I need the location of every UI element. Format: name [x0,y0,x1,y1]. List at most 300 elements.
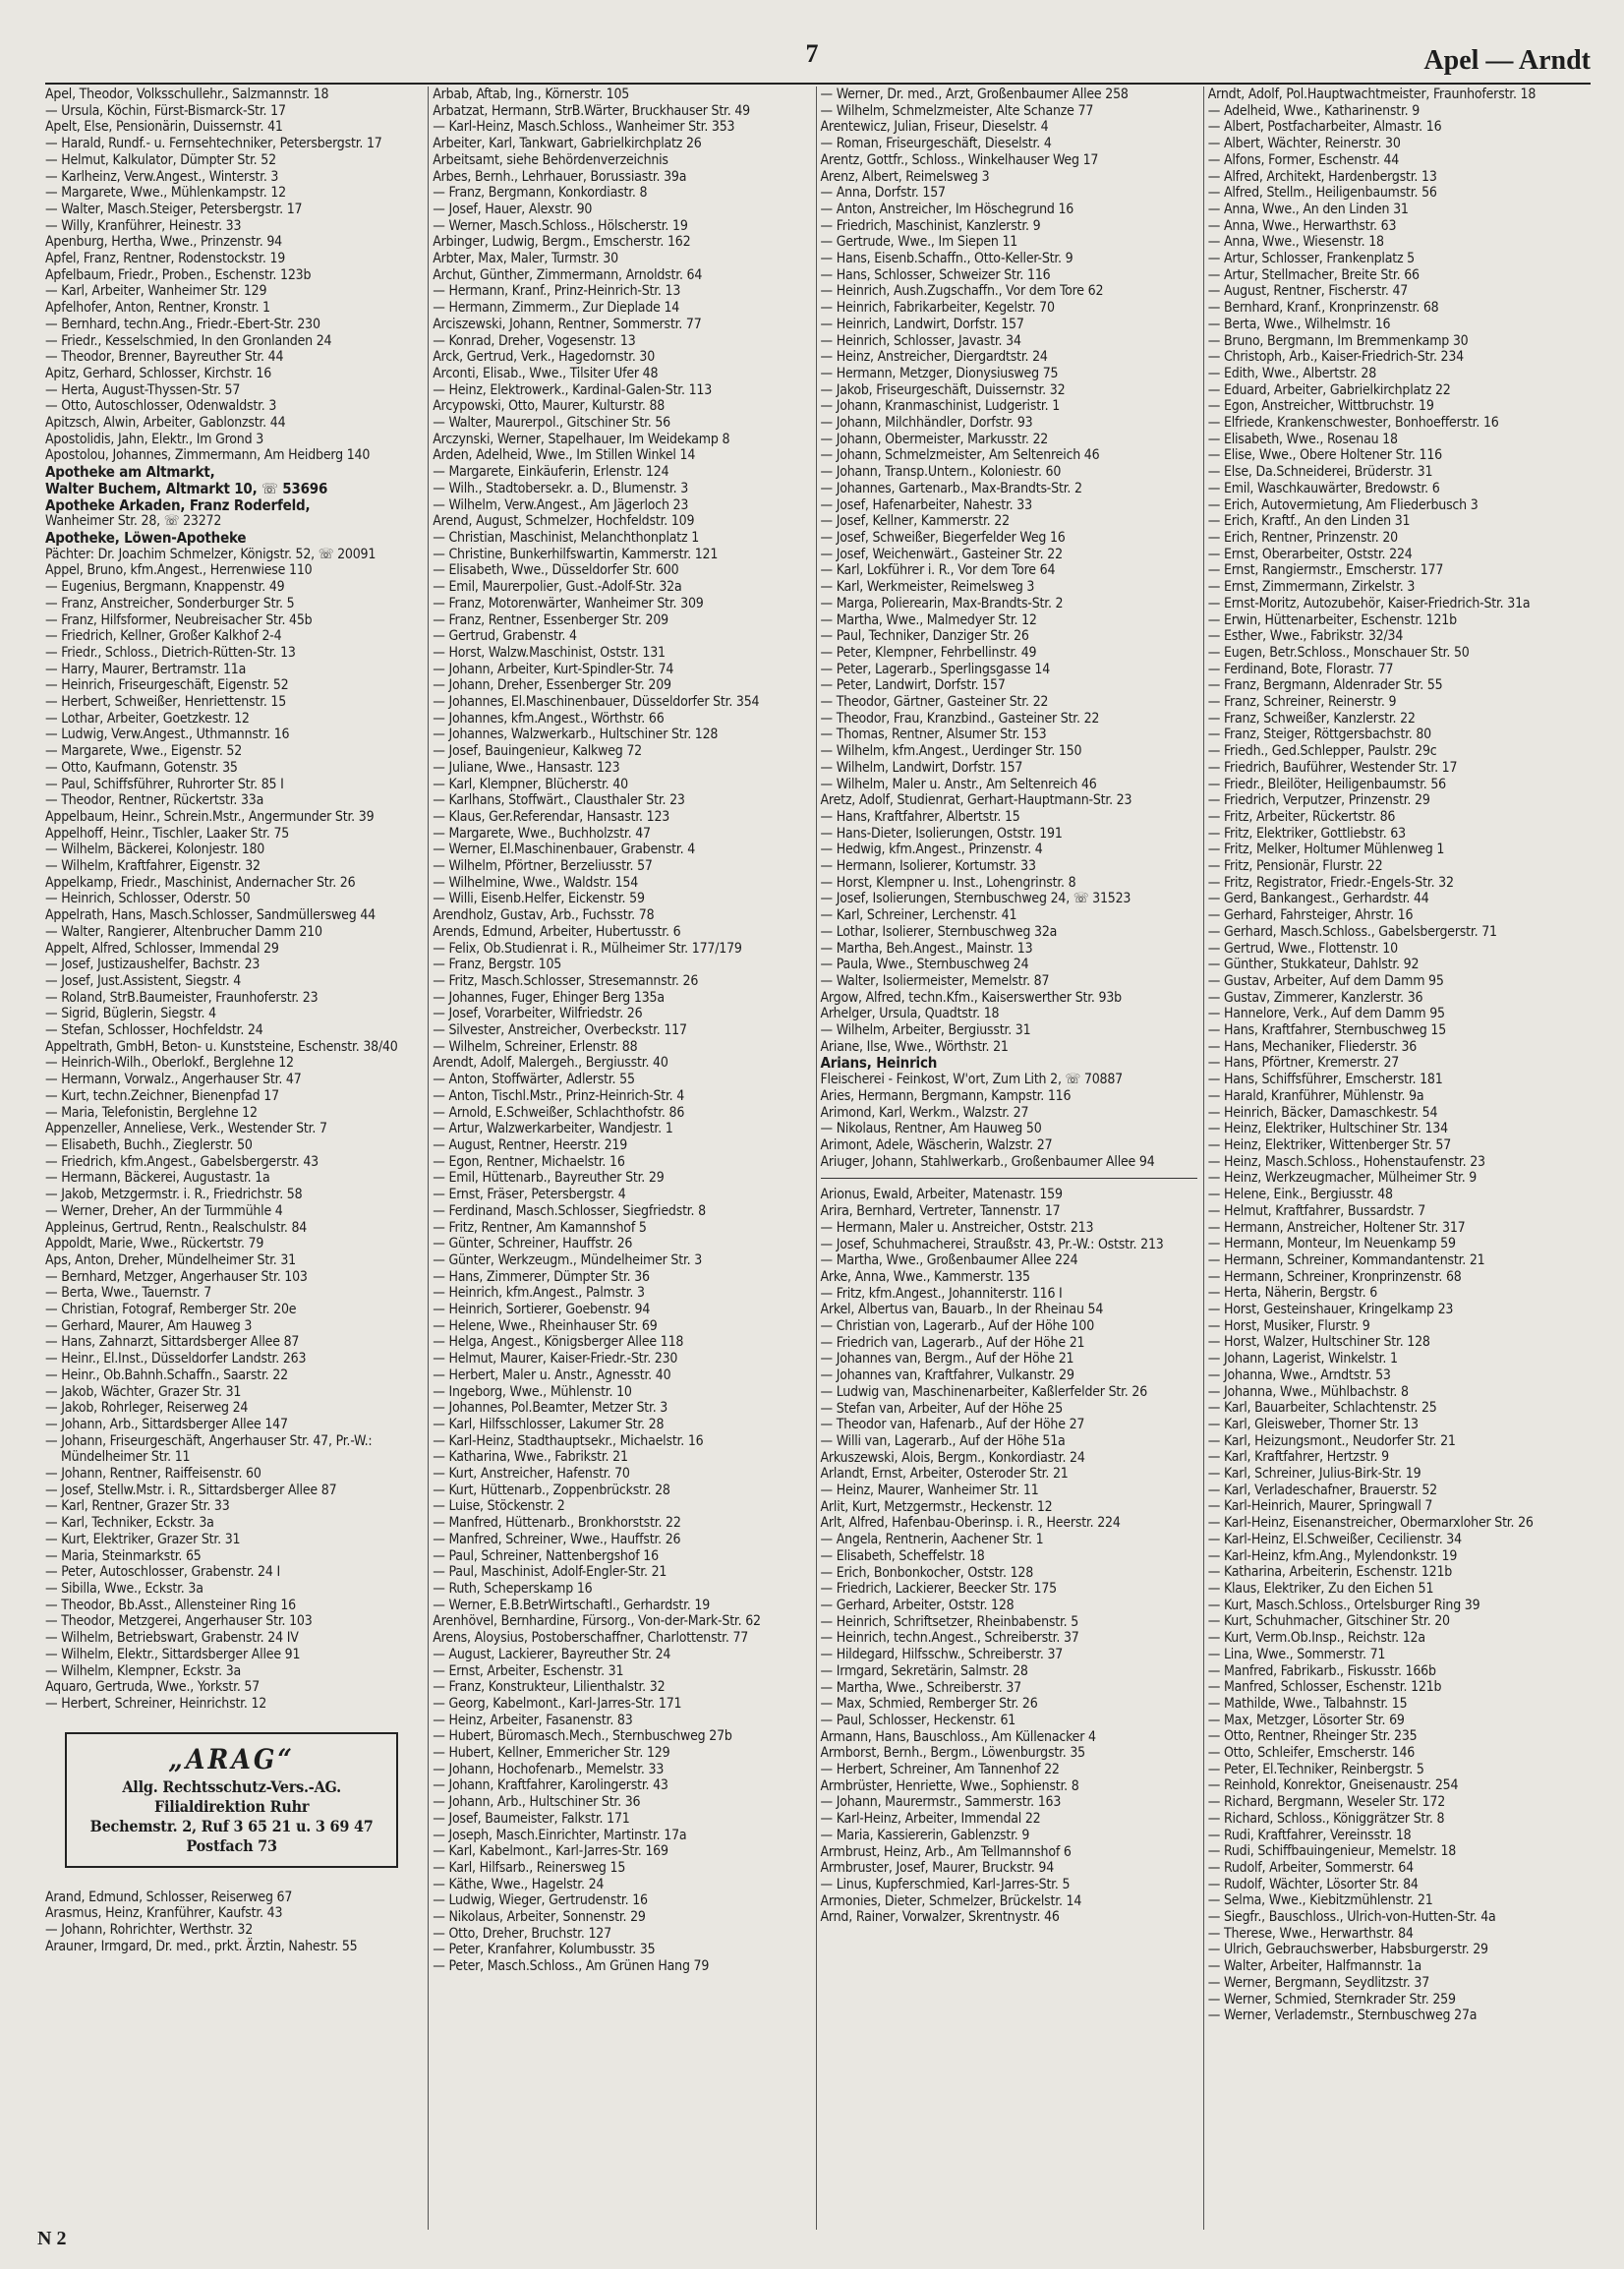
list-item: Armbrust, Heinz, Arb., Am Tellmannshof 6 [820,1843,1072,1860]
list-item: — Franz, Rentner, Essenberger Str. 209 [433,611,668,628]
running-head: Apel — Arndt [1423,45,1591,76]
pharmacy-heading: Walter Buchem, Altmarkt 10, ☏ 53696 [45,479,328,497]
list-item: — Margarete, Einkäuferin, Erlenstr. 124 [433,464,669,481]
list-item: — Rudolf, Arbeiter, Sommerstr. 64 [1207,1859,1414,1876]
list-item: — Friedr., Bleilöter, Heiligenbaumstr. 56 [1207,776,1446,792]
list-item: — Karl, Arbeiter, Wanheimer Str. 129 [45,283,267,300]
list-item: Arionus, Ewald, Arbeiter, Matenastr. 159 [820,1187,1063,1203]
list-item: — Christoph, Arb., Kaiser-Friedrich-Str. 234 [1207,349,1464,366]
list-item: — Berta, Wwe., Wilhelmstr. 16 [1207,316,1391,332]
list-item: — Elfriede, Krankenschwester, Bonhoefferstr. 16 [1207,415,1499,432]
list-item: — Wilhelm, Arbeiter, Bergiusstr. 31 [820,1022,1031,1039]
list-item: — Friedrich, Bauführer, Westender Str. 17 [1207,759,1458,776]
list-item: — Johannes van, Kraftfahrer, Vulkanstr. 29 [820,1367,1074,1384]
list-item: — Karl, Verladeschafner, Brauerstr. 52 [1207,1482,1437,1498]
list-item: — Ruth, Scheperskamp 16 [433,1580,593,1597]
list-item: Appleinus, Gertrud, Rentn., Realschulstr. 84 [45,1219,308,1236]
list-item: — Walter, Rangierer, Altenbrucher Damm 210 [45,923,322,940]
list-item: Apitz, Gerhard, Schlosser, Kirchstr. 16 [45,365,272,381]
list-item: Arbinger, Ludwig, Bergm., Emscherstr. 162 [433,234,691,251]
list-item: — Peter, Kranfahrer, Kolumbusstr. 35 [433,1942,656,1958]
list-item: Pächter: Dr. Joachim Schmelzer, Königstr. 52, ☏ 20091 [45,546,377,562]
pharmacy-heading: Apotheke, Löwen-Apotheke [45,528,247,547]
list-item: — Otto, Schleifer, Emscherstr. 146 [1207,1745,1416,1762]
list-item: — Paul, Maschinist, Adolf-Engler-Str. 21 [433,1564,667,1581]
list-item: Appelhoff, Heinr., Tischler, Laaker Str. 75 [45,825,290,842]
list-item: Appeltrath, GmbH, Beton- u. Kunststeine, Eschenstr. 38/40 [45,1038,398,1055]
list-item: — Erich, Autovermietung, Am Fliederbusch 3 [1207,496,1479,513]
list-item: — Eugenius, Bergmann, Knappenstr. 49 [45,579,285,596]
list-item: — Gerd, Bankangest., Gerhardstr. 44 [1207,891,1429,907]
list-item: — Otto, Rentner, Rheinger Str. 235 [1207,1728,1418,1745]
list-item: — Heinrich-Wilh., Oberlokf., Berglehne 12 [45,1055,294,1072]
list-item: — Martha, Wwe., Schreiberstr. 37 [820,1679,1021,1696]
list-item: — Paula, Wwe., Sternbuschweg 24 [820,957,1029,973]
list-item: — Theodor, Bb.Asst., Allensteiner Ring 16 [45,1597,296,1613]
list-item: — Johann, Kranmaschinist, Ludgeristr. 1 [820,398,1061,415]
list-item: — Johann, Arbeiter, Kurt-Spindler-Str. 74 [433,661,674,677]
list-item: — Theodor, Gärtner, Gasteiner Str. 22 [820,694,1049,711]
list-item: — Anna, Wwe., Wiesenstr. 18 [1207,234,1384,251]
list-item: — Franz, Anstreicher, Sonderburger Str. 5 [45,595,295,611]
list-item: — Fritz, Pensionär, Flurstr. 22 [1207,858,1383,875]
list-item: — Karl, Werkmeister, Reimelsweg 3 [820,579,1035,596]
list-item: Armonies, Dieter, Schmelzer, Brückelstr. 14 [820,1892,1082,1909]
list-item: — Heinrich, Aush.Zugschaffn., Vor dem Tore 62 [820,283,1104,300]
list-item: Arentz, Gottfr., Schloss., Winkelhauser Weg 17 [820,151,1099,168]
list-item: — Gerhard, Fahrsteiger, Ahrstr. 16 [1207,907,1414,924]
list-item: — Willy, Kranführer, Heinestr. 33 [45,217,242,234]
list-item: — Rudi, Schiffbauingenieur, Memelstr. 18 [1207,1843,1457,1860]
list-item: — Werner, Bergmann, Seydlitzstr. 37 [1207,1974,1430,1991]
list-item: — Artur, Stellmacher, Breite Str. 66 [1207,266,1420,283]
list-item: — Margarete, Wwe., Mühlenkampstr. 12 [45,185,286,202]
list-item: Apitzsch, Alwin, Arbeiter, Gablonzstr. 44 [45,415,286,432]
list-item: — Theodor, Metzgerei, Angerhauser Str. 103 [45,1613,313,1630]
list-item: — Erwin, Hüttenarbeiter, Eschenstr. 121b [1207,611,1457,628]
list-item: Arciszewski, Johann, Rentner, Sommerstr. 77 [433,316,702,332]
list-item: — Hans, Kraftfahrer, Sternbuschweg 15 [1207,1022,1447,1039]
list-item: — Ernst, Rangiermstr., Emscherstr. 177 [1207,562,1444,579]
list-item: — Kurt, Masch.Schloss., Ortelsburger Ring 39 [1207,1597,1480,1613]
list-item: Arends, Edmund, Arbeiter, Hubertusstr. 6 [433,923,681,940]
list-item: — Peter, Lagerarb., Sperlingsgasse 14 [820,661,1051,677]
list-item: — Marga, Polierearin, Max-Brandts-Str. 2 [820,595,1064,611]
list-item: — Lothar, Isolierer, Sternbuschweg 32a [820,923,1058,940]
list-item: — Werner, E.B.BetrWirtschaftl., Gerhardstr. 19 [433,1597,711,1613]
list-item: — Anna, Wwe., An den Linden 31 [1207,201,1409,217]
list-item: — Erich, Rentner, Prinzenstr. 20 [1207,529,1398,546]
list-item: — Bernhard, Kranf., Kronprinzenstr. 68 [1207,300,1439,317]
list-item: — Peter, El.Techniker, Reinbergstr. 5 [1207,1761,1424,1777]
list-item: — Heinrich, kfm.Angest., Palmstr. 3 [433,1285,645,1302]
list-item: — Günter, Schreiner, Hauffstr. 26 [433,1236,633,1252]
list-item: — Bernhard, techn.Ang., Friedr.-Ebert-Str. 230 [45,316,320,332]
list-item: — Egon, Anstreicher, Wittbruchstr. 19 [1207,398,1434,415]
list-item: — Hermann, Metzger, Dionysiusweg 75 [820,365,1059,381]
list-item: — Elisabeth, Scheffelstr. 18 [820,1547,985,1564]
list-item: Aquaro, Gertruda, Wwe., Yorkstr. 57 [45,1679,261,1696]
list-item: — Franz, Bergmann, Konkordiastr. 8 [433,185,648,202]
list-item: — Karlheinz, Verw.Angest., Winterstr. 3 [45,168,279,185]
list-item: — Georg, Kabelmont., Karl-Jarres-Str. 171 [433,1695,682,1712]
list-item: — Friedrich, Verputzer, Prinzenstr. 29 [1207,792,1430,809]
list-item: Appel, Bruno, kfm.Angest., Herrenwiese 110 [45,562,313,579]
header-rule [45,83,1591,85]
list-item: — Franz, Bergmann, Aldenrader Str. 55 [1207,677,1443,694]
list-item: — Hermann, Monteur, Im Neuenkamp 59 [1207,1236,1456,1252]
list-item: Appelrath, Hans, Masch.Schlosser, Sandmüllersweg 44 [45,907,376,924]
list-item: — Sigrid, Büglerin, Siegstr. 4 [45,1006,216,1022]
list-item: — Herbert, Schreiner, Am Tannenhof 22 [820,1762,1060,1778]
list-item: — Josef, Kellner, Kammerstr. 22 [820,513,1010,530]
list-item: Ariuger, Johann, Stahlwerkarb., Großenbaumer Allee 94 [820,1153,1155,1170]
list-item: — Edith, Wwe., Albertstr. 28 [1207,365,1377,381]
list-item: — Adelheid, Wwe., Katharinenstr. 9 [1207,102,1421,119]
list-item: — August, Rentner, Fischerstr. 47 [1207,283,1409,300]
list-item: — Johannes van, Bergm., Auf der Höhe 21 [820,1351,1074,1367]
list-item: — Maria, Kassiererin, Gablenzstr. 9 [820,1827,1030,1843]
list-item: Appenzeller, Anneliese, Verk., Westender Str. 7 [45,1121,327,1137]
list-item: — Helmut, Maurer, Kaiser-Friedr.-Str. 230 [433,1351,678,1367]
list-item: Arnd, Rainer, Vorwalzer, Skrentnystr. 46 [820,1909,1060,1926]
list-item: — Josef, Vorarbeiter, Wilfriedstr. 26 [433,1006,643,1022]
list-item: — Albert, Wächter, Reinerstr. 30 [1207,136,1401,152]
list-item: — Else, Da.Schneiderei, Brüderstr. 31 [1207,464,1433,481]
list-item: — Selma, Wwe., Kiebitzmühlenstr. 21 [1207,1892,1433,1909]
list-item: Arentewicz, Julian, Friseur, Dieselstr. 4 [820,119,1049,136]
list-item: — Fritz, Arbeiter, Rückertstr. 86 [1207,808,1396,825]
list-item: — Therese, Wwe., Herwarthstr. 84 [1207,1925,1414,1942]
list-item: — Ludwig, Verw.Angest., Uthmannstr. 16 [45,727,290,743]
list-item: — Josef, Stellw.Mstr. i. R., Sittardsberger Allee 87 [45,1482,337,1498]
list-item: — Ferdinand, Masch.Schlosser, Siegfriedstr. 8 [433,1202,706,1219]
list-item: — Irmgard, Sekretärin, Salmstr. 28 [820,1662,1028,1679]
list-item: — Karl, Techniker, Eckstr. 3a [45,1515,214,1532]
list-item: — Ernst, Zimmermann, Zirkelstr. 3 [1207,579,1416,596]
list-item: — Jakob, Rohrleger, Reiserweg 24 [45,1400,249,1417]
list-item: Arbab, Aftab, Ing., Körnerstr. 105 [433,87,630,102]
list-item: — Franz, Motorenwärter, Wanheimer Str. 309 [433,595,704,611]
list-item: — Heinz, Anstreicher, Diergardtstr. 24 [820,349,1048,366]
list-item: — Lothar, Arbeiter, Goetzkestr. 12 [45,710,250,727]
list-item: — Jakob, Wächter, Grazer Str. 31 [45,1383,242,1400]
list-item: — Werner, Dr. med., Arzt, Großenbaumer Allee 258 [820,87,1129,102]
list-item: — Christian von, Lagerarb., Auf der Höhe 100 [820,1318,1095,1335]
list-item: — Heinrich, Schlosser, Javastr. 34 [820,332,1021,349]
list-item: Apostolou, Johannes, Zimmermann, Am Heidberg 140 [45,447,371,464]
list-item: — Hermann, Bäckerei, Augustastr. 1a [45,1170,270,1187]
list-item: — Wilhelm, Elektr., Sittardsberger Allee 91 [45,1646,301,1662]
list-item: — Johann, Friseurgeschäft, Angerhauser Str. 47, Pr.-W.: Mündelheimer Str. 11 [45,1432,373,1466]
list-item: — Otto, Kaufmann, Gotenstr. 35 [45,759,238,776]
list-item: — Joseph, Masch.Einrichter, Martinstr. 17a [433,1827,687,1843]
list-item: Wanheimer Str. 28, ☏ 23272 [45,513,222,530]
section-divider [821,1178,1197,1179]
list-item: — Günter, Werkzeugm., Mündelheimer Str. 3 [433,1251,703,1268]
list-item: Apfelbaum, Friedr., Proben., Eschenstr. 123b [45,266,312,283]
list-item: — Josef, Hauer, Alexstr. 90 [433,201,593,217]
list-item: — Karl, Heizungsmont., Neudorfer Str. 21 [1207,1432,1456,1449]
list-item: — Rudolf, Wächter, Lösorter Str. 84 [1207,1876,1419,1892]
list-item: — Hans-Dieter, Isolierungen, Oststr. 191 [820,825,1063,842]
list-item: — Maria, Telefonistin, Berglehne 12 [45,1104,258,1121]
list-item: — Franz, Konstrukteur, Lilienthalstr. 32 [433,1679,666,1696]
business-heading: Arians, Heinrich [820,1054,938,1073]
list-item: — Walter, Maurerpol., Gitschiner Str. 56 [433,415,670,432]
list-item: — Johann, Obermeister, Markusstr. 22 [820,431,1049,447]
list-item: — Johannes, Walzwerkarb., Hultschiner Str. 128 [433,727,719,743]
list-item: Arndt, Adolf, Pol.Hauptwachtmeister, Fraunhoferstr. 18 [1207,87,1537,102]
list-item: — Wilhelm, Kraftfahrer, Eigenstr. 32 [45,858,261,875]
list-item: — Mathilde, Wwe., Talbahnstr. 15 [1207,1695,1408,1712]
list-item: — Herbert, Schreiner, Heinrichstr. 12 [45,1695,267,1712]
list-item: — Hans, Zimmerer, Dümpter Str. 36 [433,1268,650,1285]
list-item: — Willi van, Lagerarb., Auf der Höhe 51a [820,1432,1066,1449]
list-item: — Heinrich, Schriftsetzer, Rheinbabenstr. 5 [820,1613,1079,1630]
list-item: Aries, Hermann, Bergmann, Kampstr. 116 [820,1087,1072,1104]
list-item: Appelbaum, Heinr., Schrein.Mstr., Angermunder Str. 39 [45,808,375,825]
list-item: — Horst, Klempner u. Inst., Lohengrinstr. 8 [820,874,1076,891]
list-item: Arend, August, Schmelzer, Hochfeldstr. 109 [433,513,695,530]
list-item: — Johannes, El.Maschinenbauer, Düsseldorfer Str. 354 [433,694,760,711]
list-item: — Kurt, Anstreicher, Hafenstr. 70 [433,1466,630,1483]
list-item: — Esther, Wwe., Fabrikstr. 32/34 [1207,628,1404,645]
list-item: — Erich, Kraftf., An den Linden 31 [1207,513,1411,530]
list-item: Aps, Anton, Dreher, Mündelheimer Str. 31 [45,1251,296,1268]
list-item: — Ferdinand, Bote, Florastr. 77 [1207,661,1394,677]
list-item: — Ernst, Fräser, Petersbergstr. 4 [433,1187,626,1203]
list-item: — Kurt, Verm.Ob.Insp., Reichstr. 12a [1207,1630,1425,1647]
list-item: — Wilhelmine, Wwe., Waldstr. 154 [433,874,639,891]
list-item: Aretz, Adolf, Studienrat, Gerhart-Hauptmann-Str. 23 [820,792,1132,809]
list-item: — Friedrich, Maschinist, Kanzlerstr. 9 [820,217,1041,234]
list-item: — Karl, Kraftfahrer, Hertzstr. 9 [1207,1449,1389,1466]
list-item: — Theodor, Rentner, Rückertstr. 33a [45,792,264,809]
list-item: — Heinrich, Sortierer, Goebenstr. 94 [433,1302,651,1318]
list-item: Arimond, Karl, Werkm., Walzstr. 27 [820,1104,1029,1121]
list-item: — Heinrich, techn.Angest., Schreiberstr. 37 [820,1630,1079,1647]
list-item: — Willi, Eisenb.Helfer, Eickenstr. 59 [433,891,645,907]
list-item: Apenburg, Hertha, Wwe., Prinzenstr. 94 [45,234,282,251]
signature-mark: N 2 [37,2228,67,2249]
list-item: Arasmus, Heinz, Kranführer, Kaufstr. 43 [45,1905,283,1922]
list-item: — Hubert, Büromasch.Mech., Sternbuschweg 27b [433,1728,732,1745]
list-item: Arbes, Bernh., Lehrhauer, Borussiastr. 39a [433,168,687,185]
list-item: — Peter, Autoschlosser, Grabenstr. 24 I [45,1564,280,1581]
list-item: Apelt, Else, Pensionärin, Duissernstr. 41 [45,119,283,136]
list-item: — Fritz, Masch.Schlosser, Stresemannstr. 26 [433,972,699,989]
list-item: — Richard, Schloss., Königgrätzer Str. 8 [1207,1810,1445,1827]
list-item: — Johann, Dreher, Essenberger Str. 209 [433,677,671,694]
advert-line: Bechemstr. 2, Ruf 3 65 21 u. 3 69 47 [89,1816,374,1835]
list-item: — Karl, Bauarbeiter, Schlachtenstr. 25 [1207,1400,1437,1417]
list-item: Armbrüster, Henriette, Wwe., Sophienstr. 8 [820,1777,1079,1794]
list-item: — Franz, Steiger, Röttgersbachstr. 80 [1207,727,1431,743]
list-item: — Johann, Arb., Hultschiner Str. 36 [433,1794,641,1811]
list-item: — Gertrud, Wwe., Flottenstr. 10 [1207,940,1398,957]
list-item: — Gertrude, Wwe., Im Siepen 11 [820,234,1018,251]
list-item: — Rudi, Kraftfahrer, Vereinsstr. 18 [1207,1827,1412,1843]
list-item: — Siegfr., Bauschloss., Ulrich-von-Hutten-Str. 4a [1207,1909,1496,1926]
list-item: — Anna, Dorfstr. 157 [820,185,946,202]
list-item: — Karl, Schreiner, Julius-Birk-Str. 19 [1207,1466,1421,1483]
list-item: — Linus, Kupferschmied, Karl-Jarres-Str. 5 [820,1876,1071,1892]
column-3 [816,87,1203,2230]
list-item: — Peter, Klempner, Fehrbellinstr. 49 [820,644,1037,661]
list-item: — Johannes, Pol.Beamter, Metzer Str. 3 [433,1400,668,1417]
list-item: — Werner, Masch.Schloss., Hölscherstr. 19 [433,217,688,234]
list-item: Arkuszewski, Alois, Bergm., Konkordiastr. 24 [820,1449,1085,1466]
list-item: — Walter, Arbeiter, Halfmannstr. 1a [1207,1958,1422,1975]
list-item: — Christian, Fotograf, Remberger Str. 20e [45,1302,297,1318]
list-item: — Ernst, Oberarbeiter, Oststr. 224 [1207,546,1413,562]
list-item: — Heinz, Werkzeugmacher, Mülheimer Str. 9 [1207,1170,1478,1187]
list-item: — Josef, Schweißer, Biegerfelder Weg 16 [820,529,1066,546]
list-item: — Bruno, Bergmann, Im Bremmenkamp 30 [1207,332,1469,349]
list-item: — Ernst-Moritz, Autozubehör, Kaiser-Friedrich-Str. 31a [1207,595,1531,611]
list-item: — Johann, Rohrichter, Werthstr. 32 [45,1922,254,1939]
list-item: — Hermann, Schreiner, Kronprinzenstr. 68 [1207,1268,1462,1285]
list-item: — Josef, Bauingenieur, Kalkweg 72 [433,743,642,760]
list-item: — Reinhold, Konrektor, Gneisenaustr. 254 [1207,1777,1459,1794]
list-item: — Karl, Rentner, Grazer Str. 33 [45,1498,230,1515]
column-1 [45,87,428,2230]
list-item: — Hans, Kraftfahrer, Albertstr. 15 [820,808,1020,825]
list-item: — Hans, Schlosser, Schweizer Str. 116 [820,266,1051,283]
list-item: — Hans, Pförtner, Kremerstr. 27 [1207,1055,1400,1072]
list-item: — Richard, Bergmann, Weseler Str. 172 [1207,1794,1446,1811]
list-item: — Karl-Heinz, Masch.Schloss., Wanheimer Str. 353 [433,119,735,136]
list-item: — Heinz, Elektrowerk., Kardinal-Galen-Str. 113 [433,381,713,398]
list-item: — Ludwig van, Maschinenarbeiter, Kaßlerfelder Str. 26 [820,1383,1148,1400]
list-item: — Josef, Weichenwärt., Gasteiner Str. 22 [820,546,1063,562]
list-item: — Konrad, Dreher, Vogesenstr. 13 [433,332,636,349]
list-item: Arauner, Irmgard, Dr. med., prkt. Ärztin, Nahestr. 55 [45,1938,358,1954]
list-item: Appelkamp, Friedr., Maschinist, Andernacher Str. 26 [45,874,356,891]
list-item: — Manfred, Fabrikarb., Fiskusstr. 166b [1207,1662,1436,1679]
list-item: — Karl-Heinz, Eisenanstreicher, Obermarxloher Str. 26 [1207,1515,1534,1532]
list-item: — Gustav, Arbeiter, Auf dem Damm 95 [1207,972,1444,989]
list-item: — Elisabeth, Wwe., Düsseldorfer Str. 600 [433,562,679,579]
list-item: — Hans, Zahnarzt, Sittardsberger Allee 87 [45,1334,300,1351]
list-item: — Josef, Hafenarbeiter, Nahestr. 33 [820,496,1032,513]
list-item: — Josef, Isolierungen, Sternbuschweg 24, ☏ 31523 [820,891,1131,907]
list-item: — Helene, Eink., Bergiusstr. 48 [1207,1187,1393,1203]
entry-list [821,87,1197,1055]
list-item: — Franz, Schweißer, Kanzlerstr. 22 [1207,710,1416,727]
list-item: — Heinrich, Fabrikarbeiter, Kegelstr. 70 [820,300,1055,317]
list-item: — Johann, Milchhändler, Dorfstr. 93 [820,415,1033,432]
list-item: — Karl, Gleisweber, Thorner Str. 13 [1207,1416,1419,1432]
list-item: — Heinz, Arbeiter, Fasanenstr. 83 [433,1712,633,1728]
column-4 [1203,87,1591,2230]
list-item: — Johann, Transp.Untern., Koloniestr. 60 [820,464,1062,481]
list-item: — Johann, Kraftfahrer, Karolingerstr. 43 [433,1777,668,1794]
list-item: — Emil, Waschkauwärter, Bredowstr. 6 [1207,480,1440,496]
list-item: — Max, Schmied, Remberger Str. 26 [820,1696,1038,1713]
list-item: — Martha, Wwe., Malmedyer Str. 12 [820,611,1037,628]
list-item: — Heinr., El.Inst., Düsseldorfer Landstr. 263 [45,1351,307,1367]
list-item: — Karl, Lokführer i. R., Vor dem Tore 64 [820,562,1056,579]
list-item: — Johann, Rentner, Raiffeisenstr. 60 [45,1466,261,1483]
list-item: — Stefan, Schlosser, Hochfeldstr. 24 [45,1022,263,1039]
list-item: — Paul, Schiffsführer, Ruhrorter Str. 85 I [45,776,284,792]
list-item: — Wilhelm, kfm.Angest., Uerdinger Str. 150 [820,743,1082,760]
list-item: — Anton, Anstreicher, Im Höschegrund 16 [820,201,1074,217]
entry-list [1208,87,1585,2024]
list-item: — Franz, Hilfsformer, Neubreisacher Str. 45b [45,611,313,628]
entry-list [45,87,422,464]
list-item: — Kurt, Hüttenarb., Zoppenbrückstr. 28 [433,1482,670,1498]
entry-list [821,1072,1197,1170]
advert-line: Filialdirektion Ruhr [153,1796,310,1816]
list-item: — Emil, Maurerpolier, Gust.-Adolf-Str. 32a [433,579,682,596]
list-item: — Käthe, Wwe., Hagelstr. 24 [433,1876,605,1892]
list-item: — Alfons, Former, Eschenstr. 44 [1207,151,1400,168]
list-item: — Werner, El.Maschinenbauer, Grabenstr. 4 [433,842,696,858]
list-item: — Ernst, Arbeiter, Eschenstr. 31 [433,1662,624,1679]
list-item: — Wilhelm, Schreiner, Erlenstr. 88 [433,1038,638,1055]
list-item: — Hermann, Maler u. Anstreicher, Oststr. 213 [820,1219,1094,1236]
list-item: — Wilhelm, Betriebswart, Grabenstr. 24 IV [45,1630,299,1647]
advert-line: Postfach 73 [186,1835,277,1855]
list-item: — Werner, Verlademstr., Sternbuschweg 27a [1207,2007,1478,2024]
list-item: — Juliane, Wwe., Hansastr. 123 [433,759,620,776]
list-item: — Fritz, Elektriker, Gottliebstr. 63 [1207,825,1406,842]
list-item: — Karl-Heinz, Stadthauptsekr., Michaelstr. 16 [433,1432,704,1449]
list-item: — Werner, Schmied, Sternkrader Str. 259 [1207,1991,1456,2007]
list-item: — Helene, Wwe., Rheinhauser Str. 69 [433,1317,658,1334]
list-item: — Hans, Eisenb.Schaffn., Otto-Keller-Str. 9 [820,251,1073,267]
list-item: — Ludwig, Wieger, Gertrudenstr. 16 [433,1892,648,1909]
list-item: — Hermann, Vorwalz., Angerhauser Str. 47 [45,1072,302,1088]
list-item: Arendholz, Gustav, Arb., Fuchsstr. 78 [433,907,655,924]
list-item: — Hans, Schiffsführer, Emscherstr. 181 [1207,1072,1443,1088]
list-item: — Angela, Rentnerin, Aachener Str. 1 [820,1532,1044,1548]
list-item: — Helmut, Kalkulator, Dümpter Str. 52 [45,151,276,168]
list-item: — Karl-Heinz, El.Schweißer, Cecilienstr. 34 [1207,1531,1462,1547]
list-item: — Heinz, Elektriker, Wittenberger Str. 57 [1207,1137,1452,1153]
list-item: — Karl, Schreiner, Lerchenstr. 41 [820,907,1017,924]
list-item: Armborst, Bernh., Bergm., Löwenburgstr. 35 [820,1745,1085,1762]
list-item: — Sibilla, Wwe., Eckstr. 3a [45,1580,203,1597]
advert-brand: „ARAG“ [168,1742,295,1775]
list-item: — Hubert, Kellner, Emmericher Str. 129 [433,1745,670,1762]
list-item: — Ingeborg, Wwe., Mühlenstr. 10 [433,1383,632,1400]
list-item: — Walter, Isoliermeister, Memelstr. 87 [820,972,1050,989]
list-item: — Friedrich, Lackierer, Beecker Str. 175 [820,1581,1057,1598]
list-item: — Theodor, Brenner, Bayreuther Str. 44 [45,349,284,366]
column-2 [428,87,815,2230]
list-item: — Alfred, Stellm., Heiligenbaumstr. 56 [1207,185,1437,202]
list-item: — Gerhard, Arbeiter, Oststr. 128 [820,1597,1015,1613]
list-item: — Otto, Autoschlosser, Odenwaldstr. 3 [45,398,277,415]
list-item: — Paul, Techniker, Danziger Str. 26 [820,628,1029,645]
list-item: — August, Rentner, Heerstr. 219 [433,1137,628,1153]
list-item: — Paul, Schreiner, Nattenbergshof 16 [433,1547,659,1564]
list-item: — Nikolaus, Arbeiter, Sonnenstr. 29 [433,1909,646,1926]
list-item: — Heinrich, Schlosser, Oderstr. 50 [45,891,251,907]
list-item: — Herta, August-Thyssen-Str. 57 [45,381,241,398]
list-item: Ariane, Ilse, Wwe., Wörthstr. 21 [820,1038,1009,1055]
list-item: — Wilhelm, Bäckerei, Kolonjestr. 180 [45,842,265,858]
list-item: — Friedrich van, Lagerarb., Auf der Höhe 21 [820,1334,1085,1351]
list-item: — Ulrich, Gebrauchswerber, Habsburgerstr. 29 [1207,1942,1488,1958]
list-item: — Theodor, Frau, Kranzbind., Gasteiner Str. 22 [820,710,1100,727]
list-item: — Friedr., Schloss., Dietrich-Rütten-Str. 13 [45,644,296,661]
list-item: — Manfred, Schlosser, Eschenstr. 121b [1207,1679,1442,1696]
